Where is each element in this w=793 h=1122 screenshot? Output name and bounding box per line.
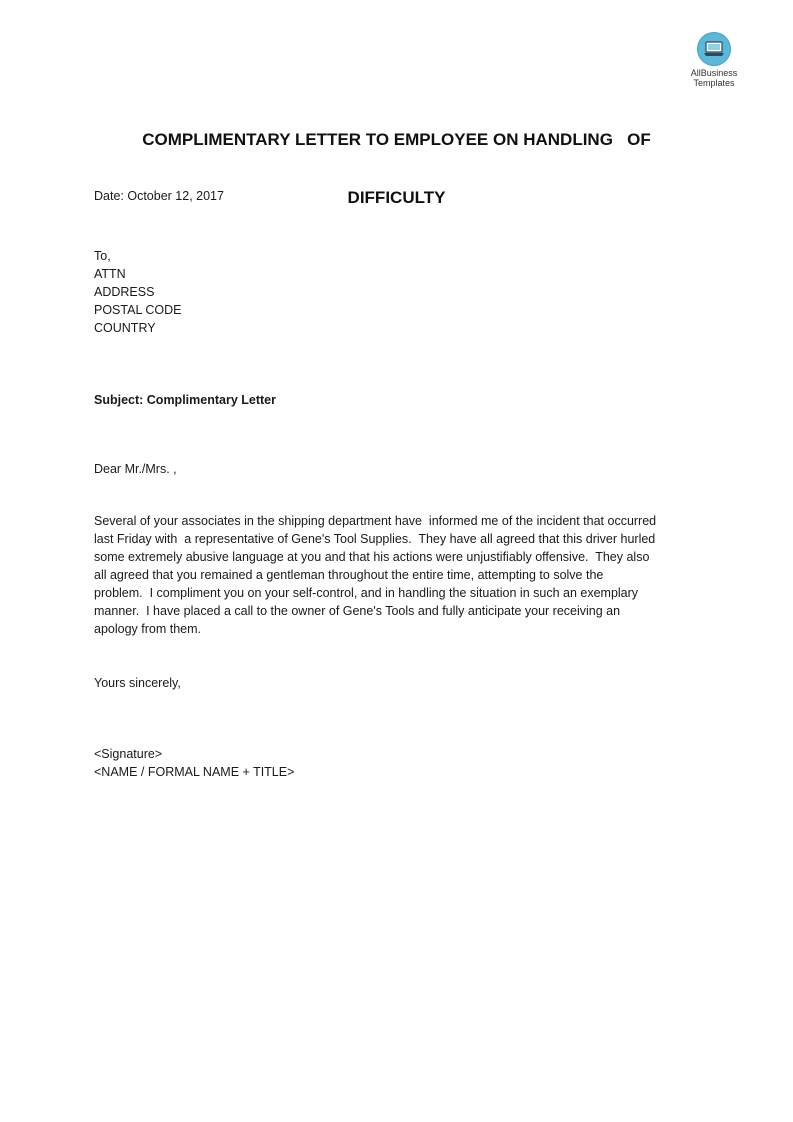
signature-placeholder: <Signature> bbox=[94, 747, 163, 761]
brand-logo bbox=[682, 32, 746, 88]
body-line: last Friday with a representative of Gene's Tool Supplies. They have all agreed that this driver hurled bbox=[94, 532, 656, 546]
logo-text-line2: Templates bbox=[693, 78, 735, 88]
logo-badge bbox=[697, 32, 731, 66]
laptop-icon bbox=[703, 40, 725, 58]
body-line: some extremely abusive language at you and that his actions were unjustifiably offensive. They also bbox=[94, 550, 650, 564]
letter-subject: Subject: Complimentary Letter bbox=[94, 393, 276, 407]
letter-salutation: Dear Mr./Mrs. , bbox=[94, 462, 177, 476]
address-line: POSTAL CODE bbox=[94, 303, 182, 317]
letter-title-line1: COMPLIMENTARY LETTER TO EMPLOYEE ON HANDLING OF bbox=[142, 130, 651, 149]
signature-block bbox=[94, 745, 294, 781]
body-line: apology from them. bbox=[94, 622, 201, 636]
signer-name-title: <NAME / FORMAL NAME + TITLE> bbox=[94, 765, 295, 779]
address-line: ADDRESS bbox=[94, 285, 155, 299]
body-line: problem. I compliment you on your self-control, and in handling the situation in such an exemplary bbox=[94, 586, 639, 600]
logo-text bbox=[682, 68, 746, 88]
body-line: Several of your associates in the shipping department have informed me of the incident that occurred bbox=[94, 514, 657, 528]
logo-text-line1: AllBusiness bbox=[690, 68, 738, 78]
recipient-address bbox=[94, 247, 182, 337]
body-line: manner. I have placed a call to the owner of Gene's Tools and fully anticipate your receiving an bbox=[94, 604, 621, 618]
letter-closing: Yours sincerely, bbox=[94, 676, 181, 690]
address-line: ATTN bbox=[94, 267, 126, 281]
letter-title-line2: DIFFICULTY bbox=[347, 188, 446, 207]
address-line: To, bbox=[94, 249, 111, 263]
address-line: COUNTRY bbox=[94, 321, 156, 335]
letter-body bbox=[94, 512, 706, 638]
body-line: all agreed that you remained a gentleman throughout the entire time, attempting to solve the bbox=[94, 568, 604, 582]
letter-date: Date: October 12, 2017 bbox=[94, 189, 224, 203]
letter-title bbox=[100, 96, 693, 241]
